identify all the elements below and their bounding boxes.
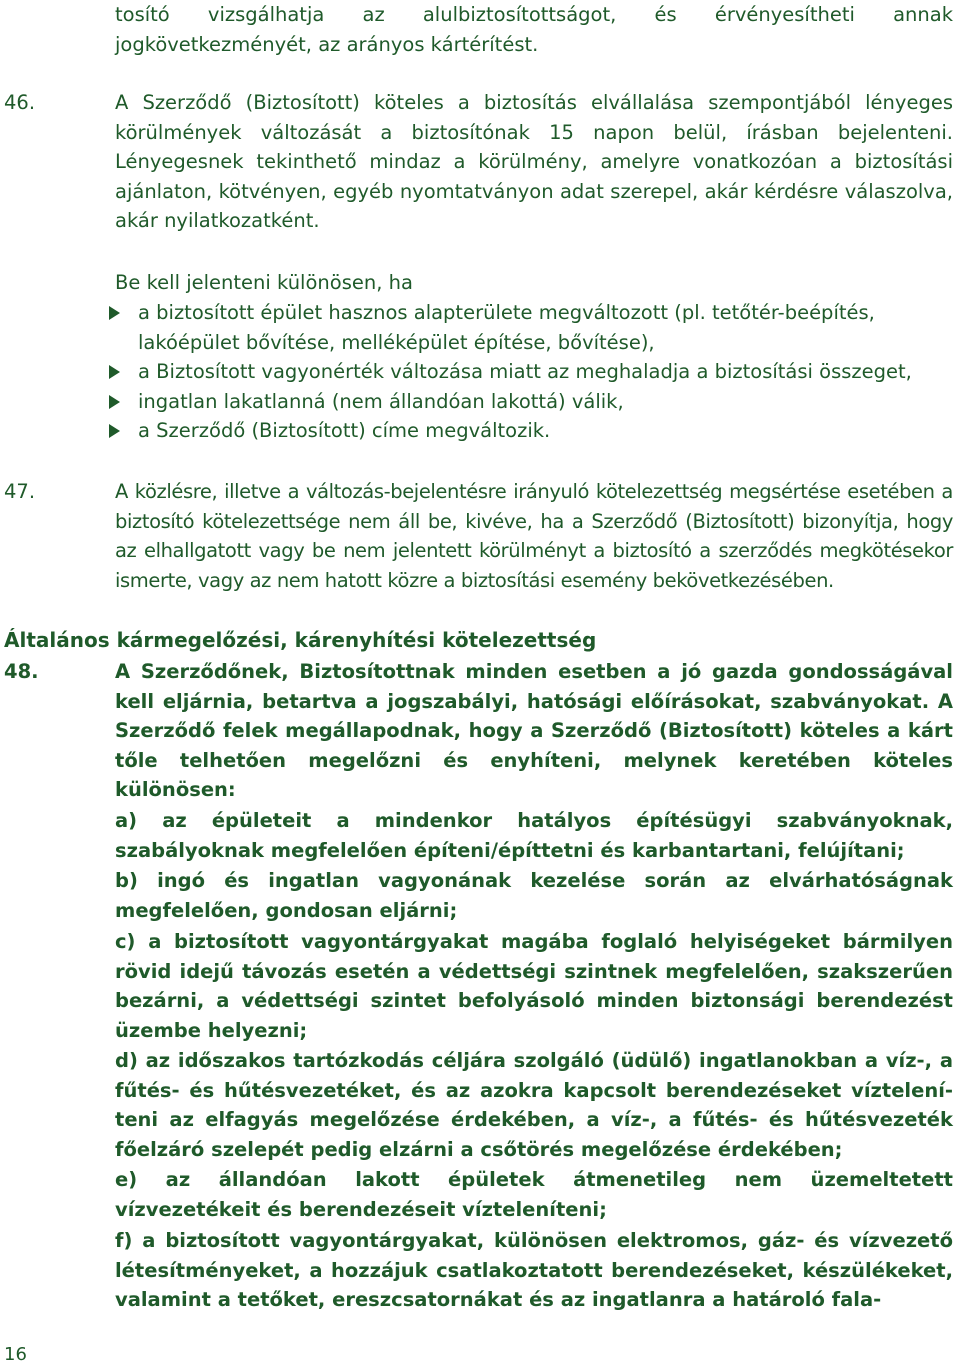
section-47-text: A közlésre, illetve a változás-bejelentésre irányuló kötelezettség megsértése esetében a biztosító kötelezettsége nem áll be, kivéve, ha a Szerződő (Biztosított) bizonyítja, hogy az elhallgatott vagy be nem jelentett körülményt a biztosító a szerződés megkötésekor ismerte, vagy az nem hatott közre a biztosítási esemény bekövetkezésében.	[115, 480, 953, 592]
bullet-item	[105, 298, 955, 357]
section-number-48: 48.	[4, 660, 39, 683]
bullet-text: a Szerződő (Biztosított) címe megváltozik.	[138, 419, 551, 442]
section-number-46: 46.	[4, 91, 36, 114]
item-label: d)	[115, 1049, 138, 1072]
item-label: b)	[115, 869, 138, 892]
bullet-text: ingatlan lakatlanná (nem állandóan lakottá) válik,	[138, 389, 624, 413]
triangle-bullet-icon	[109, 365, 120, 379]
bullet-text: a biztosított épület hasznos alapterülete megváltozott (pl. tetőtér-beépítés, lakóépület bővítése, melléképület építése, bővítése),	[138, 301, 875, 354]
bullet-item	[105, 357, 955, 387]
triangle-bullet-icon	[109, 395, 120, 409]
item-label: e)	[115, 1168, 138, 1191]
section-46-text: A Szerződő (Biztosított) köteles a biztosítás elvállalása szempontjából lényeges körülmények változását a biztosítónak 15 napon belül, írásban bejelenteni. Lényegesnek tekinthető mindaz a körülmény, amelyre vonatkozóan a biztosítási ajánlaton, kötvényen, egyéb nyomtatványon adat szerepel, akár kérdésre válaszolva, akár nyilatkozatként.	[115, 91, 953, 232]
continuation-paragraph: tosító vizsgálhatja az alulbiztosítottságot, és érvényesítheti annak jogkövetkezményét, az arányos kártérítést.	[115, 3, 953, 56]
list-item-c	[115, 927, 953, 1045]
section-46-intro: Be kell jelenteni különösen, ha	[115, 271, 413, 294]
item-label: f)	[115, 1229, 133, 1252]
item-text: ingó és ingatlan vagyonának kezelése során az elvárhatóságnak megfelelően, gondosan eljárni;	[115, 869, 953, 922]
list-item-f	[115, 1226, 953, 1315]
bullet-item	[105, 416, 955, 446]
section-46-bullet-list	[105, 298, 955, 446]
item-label: a)	[115, 809, 138, 832]
page-number: 16	[4, 1344, 27, 1365]
list-item-a	[115, 806, 953, 865]
item-text: a biztosított vagyontárgyakat, különösen elektromos, gáz- és vízvezető létesítményeket, a hozzájuk csatlakoztatott berendezéseket, készülékeket, valamint a tetőket, ereszcsatornákat és az ingatlanra a határoló fala-	[115, 1229, 953, 1311]
list-item-b	[115, 866, 953, 925]
item-label: c)	[115, 930, 136, 953]
item-text: a biztosított vagyontárgyakat magába foglaló helyiségeket bármilyen rövid idejű távozás esetén a védettségi szintnek megfelelően, szakszerűen bezárni, a védettségi szintet befolyásoló minden biztonsági berendezést üzembe helyezni;	[115, 930, 953, 1042]
bullet-item	[105, 387, 955, 417]
item-text: az épületeit a mindenkor hatályos építésügyi szabványoknak, szabályoknak megfelelően építeni/építtetni és karbantartani, felújítani;	[115, 809, 953, 862]
item-text: az időszakos tartózkodás céljára szolgáló (üdülő) ingatlanokban a víz-, a fűtés- és hűtésvezetéket, és az azokra kapcsolt berendezéseket vízteleníteni az elfagyás megelőzése érdekében, a víz-, a fűtés- és hűtésvezeték főelzáró szelepét pedig elzárni a csőtörés megelőzése érdekében;	[115, 1049, 953, 1161]
list-item-d	[115, 1046, 953, 1164]
triangle-bullet-icon	[109, 306, 120, 320]
triangle-bullet-icon	[109, 424, 120, 438]
section-number-47: 47.	[4, 480, 36, 503]
item-text: az állandóan lakott épületek átmenetileg nem üzemeltetett vízvezetékeit és berendezéseit vízteleníteni;	[115, 1168, 953, 1221]
section-48-text: A Szerződőnek, Biztosítottnak minden esetben a jó gazda gondosságával kell eljárnia, betartva a jogszabályi, hatósági előírásokat, szabványokat. A Szerződő felek megállapodnak, hogy a Szerződő (Biztosított) köteles a kárt tőle telhetően megelőzni és enyhíteni, melynek keretében köteles különösen:	[115, 660, 953, 801]
list-item-e	[115, 1165, 953, 1224]
section-heading: Általános kármegelőzési, kárenyhítési kötelezettség	[4, 628, 597, 652]
bullet-text: a Biztosított vagyonérték változása miatt az meghaladja a biztosítási összeget,	[138, 360, 912, 383]
